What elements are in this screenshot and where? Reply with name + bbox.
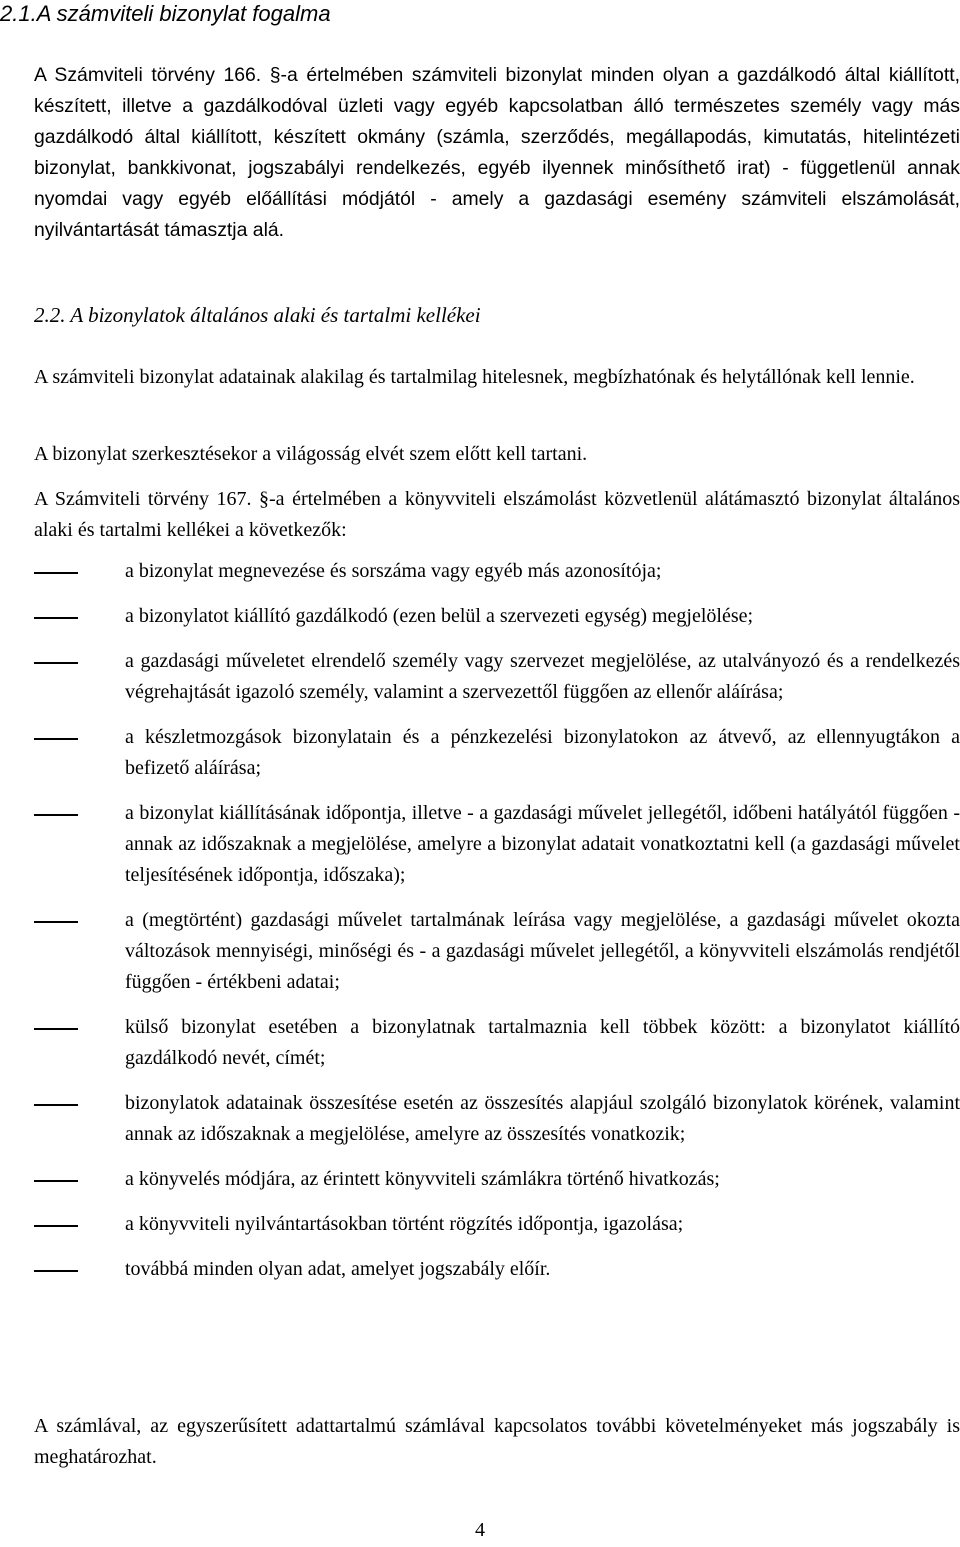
dash-bullet-icon <box>34 1164 80 1195</box>
requirements-list <box>34 556 960 1299</box>
dash-bullet-icon <box>34 722 80 753</box>
list-item <box>34 1088 960 1150</box>
law-reference-paragraph: A Számviteli törvény 167. §-a értelmében a könyvviteli elszámolást közvetlenül alátámasztó bizonylat általános alaki és tartalmi kellékei a következők: <box>34 488 960 541</box>
dash-bullet-icon <box>34 646 80 677</box>
closing-paragraph: A számlával, az egyszerűsített adattartalmú számlával kapcsolatos további követelményeket más jogszabály is meghatározhat. <box>34 1415 960 1468</box>
list-item-text: a készletmozgások bizonylatain és a pénzkezelési bizonylatokon az átvevő, az ellennyugtákon a befizető aláírása; <box>125 726 960 779</box>
list-item <box>34 646 960 708</box>
authenticity-paragraph: A számviteli bizonylat adatainak alakilag és tartalmilag hitelesnek, megbízhatónak és helytállónak kell lennie. <box>34 366 915 388</box>
list-item-text: a bizonylat megnevezése és sorszáma vagy egyéb más azonosítója; <box>125 560 662 582</box>
dash-bullet-icon <box>34 905 80 936</box>
list-item <box>34 905 960 998</box>
list-item-text: bizonylatok adatainak összesítése esetén az összesítés alapjául szolgáló bizonylatok körének, valamint annak az időszaknak a megjelölése, amelyre az összesítés vonatkozik; <box>125 1092 960 1145</box>
list-item <box>34 556 960 587</box>
list-item <box>34 1012 960 1074</box>
dash-bullet-icon <box>34 1012 80 1043</box>
list-item <box>34 1164 960 1195</box>
list-item <box>34 601 960 632</box>
list-item-text: a könyvviteli nyilvántartásokban történt rögzítés időpontja, igazolása; <box>125 1213 684 1235</box>
list-item-text: a (megtörtént) gazdasági művelet tartalmának leírása vagy megjelölése, a gazdasági művelet okozta változások mennyiségi, minőségi és - a gazdasági művelet jellegétől, a könyvviteli elszámolás rendjétől függően - értékbeni adatai; <box>125 909 960 993</box>
list-item-text: a bizonylat kiállításának időpontja, illetve - a gazdasági művelet jellegétől, időbeni hatályától függően - annak az időszaknak a megjelölése, amelyre a bizonylat adatait vonatkoztatni kell (a gazdasági művelet teljesítésének időpontja, időszaka); <box>125 802 960 886</box>
list-item <box>34 722 960 784</box>
list-item <box>34 798 960 891</box>
list-item-text: továbbá minden olyan adat, amelyet jogszabály előír. <box>125 1258 551 1280</box>
dash-bullet-icon <box>34 1088 80 1119</box>
section-heading-2-1: 2.1.A számviteli bizonylat fogalma <box>0 1 331 26</box>
dash-bullet-icon <box>34 601 80 632</box>
list-item-text: a bizonylatot kiállító gazdálkodó (ezen belül a szervezeti egység) megjelölése; <box>125 605 754 627</box>
clarity-paragraph: A bizonylat szerkesztésekor a világosság elvét szem előtt kell tartani. <box>34 443 588 465</box>
dash-bullet-icon <box>34 1254 80 1285</box>
definition-paragraph: A Számviteli törvény 166. §-a értelmében számviteli bizonylat minden olyan a gazdálkodó által kiállított, készített, illetve a gazdálkodóval üzleti vagy egyéb kapcsolatban álló természetes személy vagy más gazdálkodó által kiállított, készített okmány (számla, szerződés, megállapodás, kimutatás, hitelintézeti bizonylat, bankkivonat, jogszabályi rendelkezés, egyéb ilyennek minősíthető irat) - függetlenül annak nyomdai vagy egyéb előállítási módjától - amely a gazdasági esemény számviteli elszámolását, nyilvántartását támasztja alá. <box>34 64 960 241</box>
dash-bullet-icon <box>34 556 80 587</box>
section-heading-2-2: 2.2. A bizonylatok általános alaki és tartalmi kellékei <box>34 303 481 327</box>
page-number: 4 <box>475 1519 485 1541</box>
list-item <box>34 1209 960 1240</box>
list-item-text: a gazdasági műveletet elrendelő személy vagy szervezet megjelölése, az utalványozó és a rendelkezés végrehajtását igazoló személy, valamint a szervezettől függően az ellenőr aláírása; <box>125 650 960 703</box>
dash-bullet-icon <box>34 798 80 829</box>
list-item-text: külső bizonylat esetében a bizonylatnak tartalmaznia kell többek között: a bizonylatot kiállító gazdálkodó nevét, címét; <box>125 1016 960 1069</box>
list-item <box>34 1254 960 1285</box>
dash-bullet-icon <box>34 1209 80 1240</box>
list-item-text: a könyvelés módjára, az érintett könyvviteli számlákra történő hivatkozás; <box>125 1168 720 1190</box>
